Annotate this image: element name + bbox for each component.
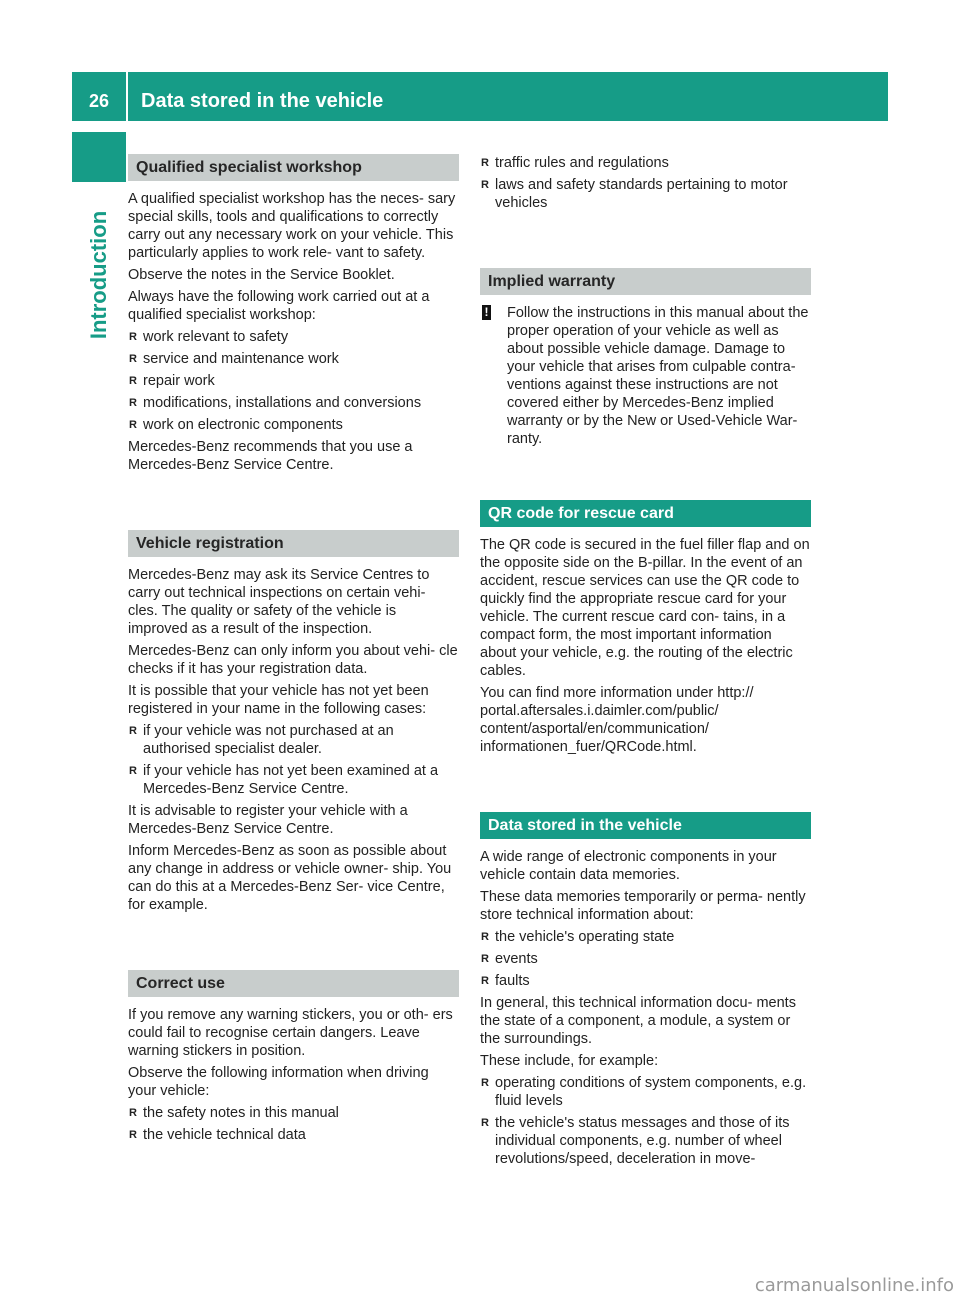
warranty-warning (480, 304, 811, 448)
workshop-note: Observe the notes in the Service Booklet. (128, 267, 395, 283)
side-tab-label: Introduction (86, 210, 111, 340)
list-item: R if your vehicle was not purchased at an authorised specialist dealer. (128, 722, 459, 758)
right-column (480, 154, 811, 1172)
running-title: Data stored in the vehicle (141, 90, 384, 112)
list-item: R the vehicle's operating state (480, 928, 811, 946)
list-item: R if your vehicle has not yet been examined at a Mercedes-Benz Service Centre. (128, 762, 459, 798)
list-item: R repair work (128, 372, 459, 390)
list-item: R events (480, 950, 811, 968)
workshop-intro: A qualified specialist workshop has the neces- sary special skills, tools and qualifications to correctly carry out any necessary work on your vehicle. This particularly applies to work rele- vant to safety. (128, 191, 456, 261)
section-heading-correct-use: Correct use (128, 970, 459, 997)
list-item: R work on electronic components (128, 416, 459, 434)
data-list-2 (480, 1074, 811, 1168)
registration-list (128, 722, 459, 798)
workshop-outro: Mercedes-Benz recommends that you use a Mercedes-Benz Service Centre. (128, 439, 413, 473)
list-item: R the vehicle technical data (128, 1126, 459, 1144)
header-divider (126, 72, 128, 121)
list-item: R the safety notes in this manual (128, 1104, 459, 1122)
watermark-text: carmanualsonline.info (754, 1275, 954, 1296)
data-list (480, 928, 811, 990)
page-number: 26 (88, 91, 110, 111)
list-item: R modifications, installations and conversions (128, 394, 459, 412)
section-heading-warranty: Implied warranty (480, 268, 811, 295)
left-column (128, 154, 459, 1148)
correct-use-list-continued (480, 154, 811, 212)
list-item: R laws and safety standards pertaining to motor vehicles (480, 176, 811, 212)
section-heading-data: Data stored in the vehicle (480, 812, 811, 839)
correct-use-p2: Observe the following information when driving your vehicle: (128, 1065, 429, 1099)
list-item: R operating conditions of system components, e.g. fluid levels (480, 1074, 811, 1110)
section-heading-workshop: Qualified specialist workshop (128, 154, 459, 181)
list-item: R faults (480, 972, 811, 990)
data-p1: A wide range of electronic components in your vehicle contain data memories. (480, 849, 777, 883)
list-item: R traffic rules and regulations (480, 154, 811, 172)
registration-p5: Inform Mercedes-Benz as soon as possible about any change in address or vehicle owner- ship. You can do this at a Mercedes-Benz Ser- vice Centre, for example. (128, 843, 452, 913)
data-p3: In general, this technical information docu- ments the state of a component, a module, a system or the surroundings. (480, 995, 796, 1047)
workshop-lead: Always have the following work carried out at a qualified specialist workshop: (128, 289, 430, 323)
side-tab-marker (72, 132, 126, 182)
correct-use-list (128, 1104, 459, 1144)
registration-p4: It is advisable to register your vehicle with a Mercedes-Benz Service Centre. (128, 803, 408, 837)
data-p2: These data memories temporarily or perma- nently store technical information about: (480, 889, 806, 923)
section-heading-registration: Vehicle registration (128, 530, 459, 557)
data-p4: These include, for example: (480, 1053, 659, 1069)
section-heading-qr: QR code for rescue card (480, 500, 811, 527)
registration-p2: Mercedes-Benz can only inform you about vehi- cle checks if it has your registration data. (128, 643, 458, 677)
list-item: R the vehicle's status messages and those of its individual components, e.g. number of wheel revolutions/speed, deceleration in move- (480, 1114, 811, 1168)
list-item: R work relevant to safety (128, 328, 459, 346)
registration-p3: It is possible that your vehicle has not yet been registered in your name in the following cases: (128, 683, 429, 717)
qr-p2: You can find more information under http:// portal.aftersales.i.daimler.com/public/ content/asportal/en/communication/ informationen_fuer/QRCode.html. (480, 685, 754, 755)
workshop-list (128, 328, 459, 434)
list-item: R service and maintenance work (128, 350, 459, 368)
warranty-text: Follow the instructions in this manual about the proper operation of your vehicle as well as about possible vehicle damage. Damage to your vehicle that arises from culpable contra- ventions against these instructions are not covered either by Mercedes-Benz implied warranty or by the New or Used-Vehicle War- ranty. (507, 305, 809, 447)
warning-icon: ! (482, 305, 491, 320)
registration-p1: Mercedes-Benz may ask its Service Centres to carry out technical inspections on certain vehi- cles. The quality or safety of the vehicle is improved as a result of the inspection. (128, 567, 430, 637)
correct-use-p1: If you remove any warning stickers, you or oth- ers could fail to recognise certain dangers. Leave warning stickers in position. (128, 1007, 453, 1059)
qr-p1: The QR code is secured in the fuel filler flap and on the opposite side on the B-pillar. In the event of an accident, rescue services can use the QR code to quickly find the appropriate rescue card for your vehicle. The current rescue card con- tains, in a compact form, the most important information about your vehicle, e.g. the routing of the electric cables. (480, 537, 810, 679)
